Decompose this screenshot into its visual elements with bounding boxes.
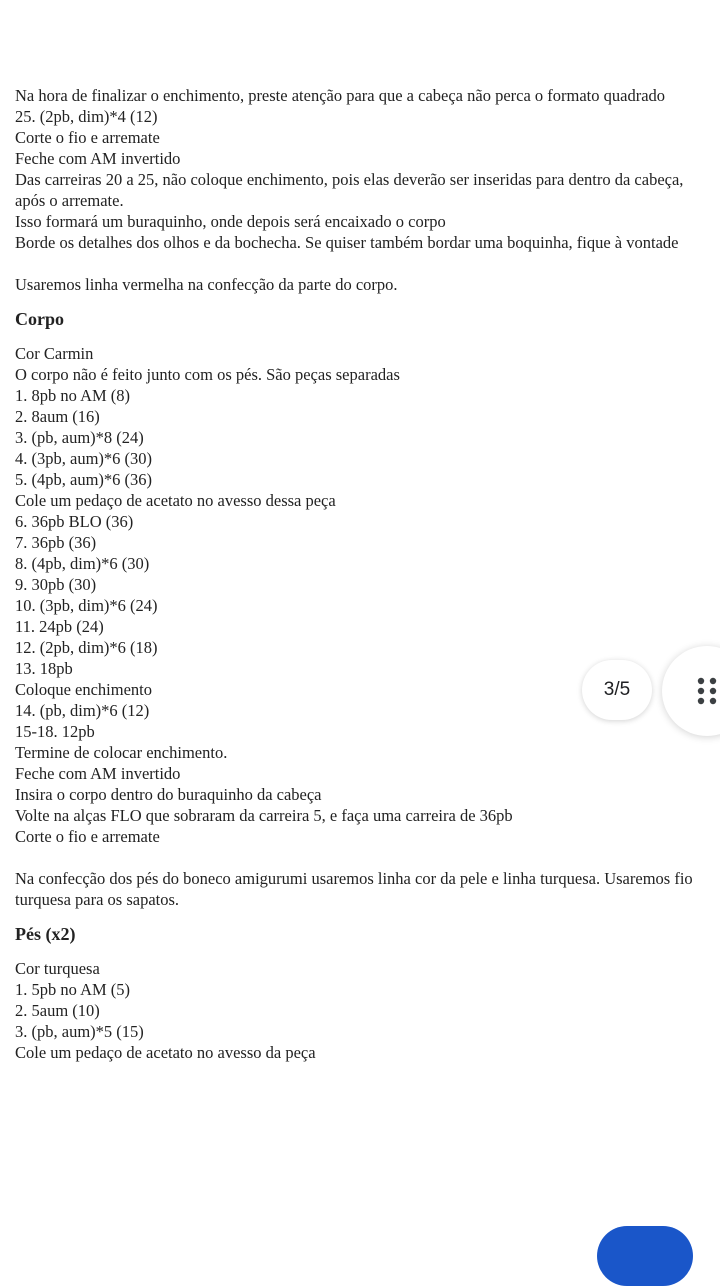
pattern-line: Termine de colocar enchimento. <box>15 743 228 762</box>
paragraph: Na hora de finalizar o enchimento, preste atenção para que a cabeça não perca o formato quadrado <box>15 86 666 105</box>
floating-action-button[interactable] <box>597 1226 693 1286</box>
intro-section <box>15 85 705 253</box>
pattern-line: 15-18. 12pb <box>15 722 95 741</box>
pattern-line: 8. (4pb, dim)*6 (30) <box>15 554 150 573</box>
pattern-line: 1. 8pb no AM (8) <box>15 386 131 405</box>
pes-heading: Pés (x2) <box>15 924 76 944</box>
pattern-line: 7. 36pb (36) <box>15 533 97 552</box>
page-indicator-label: 3/5 <box>603 679 631 700</box>
pattern-line: 5. (4pb, aum)*6 (36) <box>15 470 153 489</box>
pattern-line: 14. (pb, dim)*6 (12) <box>15 701 150 720</box>
pattern-line: 2. 5aum (10) <box>15 1001 100 1020</box>
paragraph: 25. (2pb, dim)*4 (12) <box>15 107 158 126</box>
pattern-line: Corte o fio e arremate <box>15 827 160 846</box>
pattern-line: Volte na alças FLO que sobraram da carreira 5, e faça uma carreira de 36pb <box>15 806 513 825</box>
corpo-heading: Corpo <box>15 309 64 329</box>
pattern-line: 4. (3pb, aum)*6 (30) <box>15 449 153 468</box>
pes-section <box>15 958 705 1063</box>
document-body <box>15 85 705 1063</box>
pattern-line: Feche com AM invertido <box>15 764 181 783</box>
pattern-line: 3. (pb, aum)*8 (24) <box>15 428 144 447</box>
paragraph: Das carreiras 20 a 25, não coloque enchimento, pois elas deverão ser inseridas para dentro da cabeça, após o arremate. <box>15 170 684 210</box>
pattern-line: Insira o corpo dentro do buraquinho da cabeça <box>15 785 322 804</box>
pattern-line: 9. 30pb (30) <box>15 575 97 594</box>
page-indicator <box>582 660 652 720</box>
paragraph: Borde os detalhes dos olhos e da bochecha. Se quiser também bordar uma boquinha, fique à vontade <box>15 233 679 252</box>
paragraph: Isso formará um buraquinho, onde depois será encaixado o corpo <box>15 212 446 231</box>
spacer <box>15 253 705 274</box>
pattern-line: Cole um pedaço de acetato no avesso dessa peça <box>15 491 336 510</box>
pattern-line: 13. 18pb <box>15 659 73 678</box>
pattern-line: Cole um pedaço de acetato no avesso da peça <box>15 1043 316 1062</box>
pattern-line: Cor turquesa <box>15 959 100 978</box>
pattern-line: 6. 36pb BLO (36) <box>15 512 134 531</box>
pattern-line: 2. 8aum (16) <box>15 407 100 426</box>
pattern-line: 12. (2pb, dim)*6 (18) <box>15 638 158 657</box>
pattern-line: O corpo não é feito junto com os pés. São peças separadas <box>15 365 400 384</box>
pattern-line: 11. 24pb (24) <box>15 617 104 636</box>
corpo-section <box>15 343 705 847</box>
pattern-line: 3. (pb, aum)*5 (15) <box>15 1022 144 1041</box>
paragraph: Corte o fio e arremate <box>15 128 160 147</box>
paragraph: Feche com AM invertido <box>15 149 181 168</box>
pes-note: Na confecção dos pés do boneco amigurumi usaremos linha cor da pele e linha turquesa. Usaremos fio turquesa para os sapatos. <box>15 869 693 909</box>
pattern-line: Coloque enchimento <box>15 680 153 699</box>
pattern-line: 1. 5pb no AM (5) <box>15 980 131 999</box>
pattern-line: 10. (3pb, dim)*6 (24) <box>15 596 158 615</box>
spacer <box>15 847 705 868</box>
corpo-note: Usaremos linha vermelha na confecção da parte do corpo. <box>15 275 398 294</box>
grid-dots-icon <box>696 676 718 706</box>
pattern-line: Cor Carmin <box>15 344 94 363</box>
